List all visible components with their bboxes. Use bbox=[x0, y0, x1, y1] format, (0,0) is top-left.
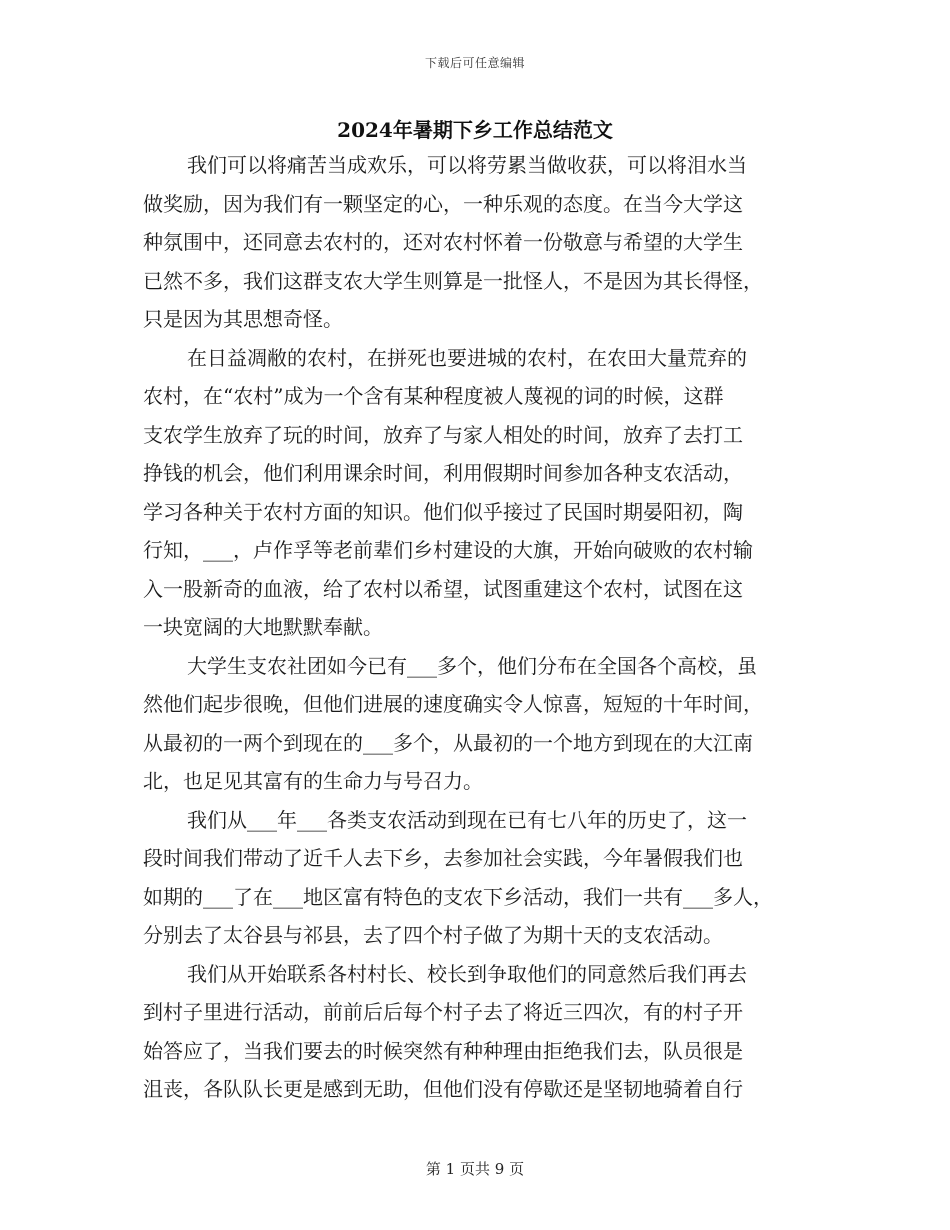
paragraph-4-line-3: 如期的___了在___地区富有特色的支农下乡活动，我们一共有___多人， bbox=[143, 884, 773, 909]
paragraph-3-line-2: 然他们起步很晚，但他们进展的速度确实令人惊喜，短短的十年时间， bbox=[143, 692, 763, 716]
paragraph-1-line-5: 只是因为其思想奇怪。 bbox=[143, 307, 343, 331]
paragraph-2-line-3: 支农学生放弃了玩的时间，放弃了与家人相处的时间，放弃了去打工 bbox=[143, 422, 743, 447]
paragraph-4-line-1: 我们从___年___各类支农活动到现在已有七八年的历史了，这一 bbox=[187, 807, 747, 832]
paragraph-4-line-2: 段时间我们带动了近千人去下乡，去参加社会实践，今年暑假我们也 bbox=[143, 846, 743, 870]
paragraph-2-line-8: 一块宽阔的大地默默奉献。 bbox=[143, 615, 383, 639]
paragraph-2-line-6: 行知，___，卢作孚等老前辈们乡村建设的大旗，开始向破败的农村输 bbox=[143, 538, 753, 562]
paragraph-5-line-1: 我们从开始联系各村村长、校长到争取他们的同意然后我们再去 bbox=[187, 961, 747, 986]
paragraph-3-line-3: 从最初的一两个到现在的___多个，从最初的一个地方到现在的大江南 bbox=[143, 730, 753, 755]
paragraph-1-line-2: 做奖励，因为我们有一颗坚定的心，一种乐观的态度。在当今大学这 bbox=[143, 191, 743, 216]
document-title: 2024年暑期下乡工作总结范文 bbox=[337, 118, 613, 142]
paragraph-2-line-2: 农村，在“农村”成为一个含有某种程度被人蔑视的词的时候，这群 bbox=[143, 384, 724, 408]
paragraph-2-line-4: 挣钱的机会，他们利用课余时间，利用假期时间参加各种支农活动， bbox=[143, 461, 743, 485]
paragraph-1-line-4: 已然不多，我们这群支农大学生则算是一批怪人，不是因为其长得怪， bbox=[143, 268, 763, 293]
paragraph-1-line-3: 种氛围中，还同意去农村的，还对农村怀着一份敬意与希望的大学生 bbox=[143, 230, 743, 254]
paragraph-4-line-4: 分别去了太谷县与祁县，去了四个村子做了为期十天的支农活动。 bbox=[143, 923, 723, 947]
paragraph-5-line-4: 沮丧，各队队长更是感到无助，但他们没有停歇还是坚韧地骑着自行 bbox=[143, 1077, 743, 1101]
document-body bbox=[143, 146, 807, 1109]
paragraph-5-line-2: 到村子里进行活动，前前后后每个村子去了将近三四次，有的村子开 bbox=[143, 1000, 743, 1024]
paragraph-3-line-1: 大学生支农社团如今已有___多个，他们分布在全国各个高校，虽 bbox=[187, 653, 757, 678]
page-header-note: 下载后可任意编辑 bbox=[424, 56, 525, 70]
paragraph-2-line-5: 学习各种关于农村方面的知识。他们似乎接过了民国时期晏阳初，陶 bbox=[143, 499, 743, 524]
paragraph-5-line-3: 始答应了，当我们要去的时候突然有种种理由拒绝我们去，队员很是 bbox=[143, 1038, 743, 1063]
paragraph-2-line-7: 入一股新奇的血液，给了农村以希望，试图重建这个农村，试图在这 bbox=[143, 576, 743, 601]
paragraph-2-line-1: 在日益凋敝的农村，在拼死也要进城的农村，在农田大量荒弃的 bbox=[187, 345, 747, 370]
page-number-footer: 第 1 页共 9 页 bbox=[425, 1160, 525, 1178]
paragraph-1-line-1: 我们可以将痛苦当成欢乐，可以将劳累当做收获，可以将泪水当 bbox=[187, 153, 747, 177]
paragraph-3-line-4: 北，也足见其富有的生命力与号召力。 bbox=[143, 769, 483, 793]
